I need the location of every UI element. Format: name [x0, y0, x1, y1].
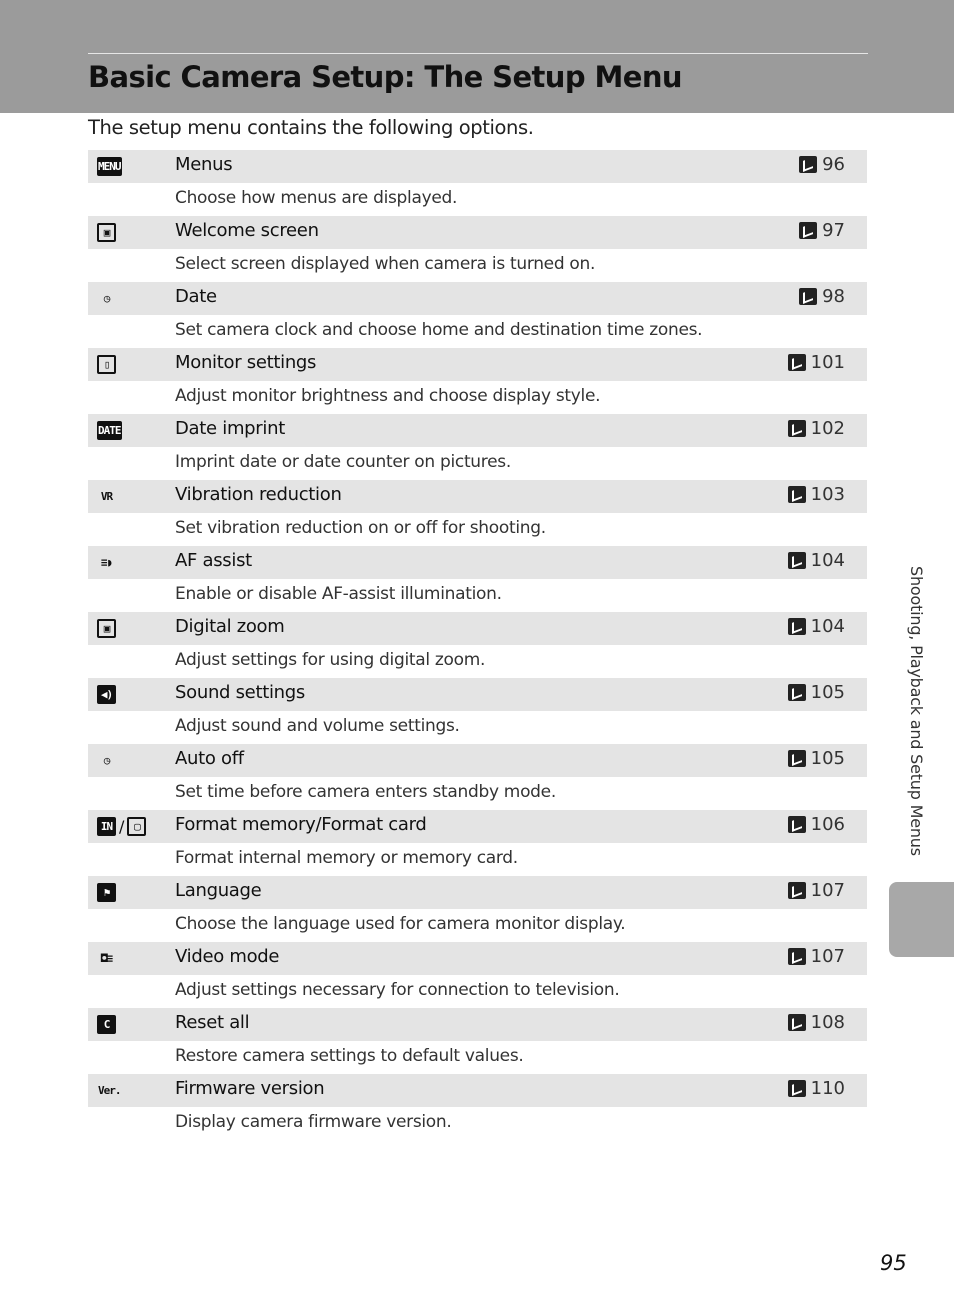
- page-reference-icon: [788, 618, 806, 635]
- option-row: [88, 678, 867, 711]
- icon-glyph: ⚑: [97, 883, 116, 902]
- option-description-row: [88, 777, 867, 810]
- option-row: [88, 744, 867, 777]
- option-name: Firmware version: [175, 1078, 325, 1099]
- option-description: Adjust settings for using digital zoom.: [175, 650, 486, 670]
- page-reference-number: 102: [810, 418, 845, 439]
- page-reference: [788, 682, 845, 703]
- memory-card-icon: [97, 816, 146, 836]
- icon-glyph: ▯: [97, 355, 116, 374]
- page-number: 95: [880, 1251, 907, 1275]
- page-reference: [788, 814, 845, 835]
- icon-separator: /: [119, 816, 125, 836]
- page-reference-number: 101: [810, 352, 845, 373]
- page-reference-icon: [788, 684, 806, 701]
- icon-glyph: ◷: [103, 291, 110, 305]
- option-description: Format internal memory or memory card.: [175, 848, 518, 868]
- page-reference-number: 110: [810, 1078, 845, 1099]
- icon-glyph: ◀): [97, 685, 116, 704]
- page-reference: [788, 1012, 845, 1033]
- page-reference-icon: [788, 1080, 806, 1097]
- page-reference: [788, 1078, 845, 1099]
- option-name: Monitor settings: [175, 352, 317, 373]
- speaker-icon: [97, 684, 117, 704]
- option-name: Date imprint: [175, 418, 285, 439]
- icon-glyph: DATE: [97, 421, 122, 440]
- page-reference-icon: [788, 1014, 806, 1031]
- option-description-row: [88, 975, 867, 1008]
- option-description: Imprint date or date counter on pictures.: [175, 452, 511, 472]
- monitor-icon: [97, 354, 117, 374]
- page-reference-number: 108: [810, 1012, 845, 1033]
- page-reference-icon: [788, 882, 806, 899]
- option-name: Vibration reduction: [175, 484, 342, 505]
- option-description-row: [88, 909, 867, 942]
- option-row: [88, 876, 867, 909]
- page-reference-number: 96: [822, 154, 845, 175]
- page-reference-number: 107: [810, 946, 845, 967]
- firmware-version-icon: [97, 1080, 122, 1100]
- page-reference-number: 97: [822, 220, 845, 241]
- page-reference-number: 98: [822, 286, 845, 307]
- page-reference-icon: [788, 420, 806, 437]
- option-row: [88, 480, 867, 513]
- page-reference-number: 107: [810, 880, 845, 901]
- option-description-row: [88, 447, 867, 480]
- page-reference-icon: [788, 486, 806, 503]
- af-assist-icon: [97, 552, 117, 572]
- intro-text: The setup menu contains the following options.: [88, 116, 534, 139]
- page-reference-icon: [788, 354, 806, 371]
- option-description-row: [88, 843, 867, 876]
- page-reference-number: 106: [810, 814, 845, 835]
- page-reference: [788, 484, 845, 505]
- option-description: Set vibration reduction on or off for shooting.: [175, 518, 546, 538]
- option-description: Choose how menus are displayed.: [175, 188, 458, 208]
- page-reference: [788, 946, 845, 967]
- option-description-row: [88, 249, 867, 282]
- option-row: [88, 414, 867, 447]
- option-description-row: [88, 513, 867, 546]
- page-reference-icon: [799, 222, 817, 239]
- page-reference: [788, 550, 845, 571]
- option-name: AF assist: [175, 550, 252, 571]
- option-description-row: [88, 315, 867, 348]
- page-reference: [788, 748, 845, 769]
- option-description: Adjust monitor brightness and choose display style.: [175, 386, 601, 406]
- option-row: [88, 546, 867, 579]
- option-description: Set camera clock and choose home and destination time zones.: [175, 320, 703, 340]
- page-reference-icon: [799, 288, 817, 305]
- page-reference-icon: [799, 156, 817, 173]
- page-reference: [799, 154, 845, 175]
- option-description-row: [88, 579, 867, 612]
- option-description-row: [88, 381, 867, 414]
- icon-glyph: ▣: [97, 223, 116, 242]
- page-reference: [799, 220, 845, 241]
- icon-glyph: ▣: [97, 619, 116, 638]
- option-name: Reset all: [175, 1012, 250, 1033]
- clock-icon: [97, 288, 117, 308]
- date-imprint-icon: [97, 420, 122, 440]
- option-row: [88, 282, 867, 315]
- option-name: Date: [175, 286, 217, 307]
- page-reference: [788, 352, 845, 373]
- option-row: [88, 216, 867, 249]
- reset-icon: [97, 1014, 117, 1034]
- page-reference: [788, 418, 845, 439]
- option-description: Adjust settings necessary for connection to television.: [175, 980, 620, 1000]
- icon-glyph: ≡◗: [100, 555, 113, 569]
- icon-glyph: C: [97, 1015, 116, 1034]
- video-mode-icon: [97, 948, 117, 968]
- option-description-row: [88, 711, 867, 744]
- language-icon: [97, 882, 117, 902]
- page-reference-icon: [788, 552, 806, 569]
- header-rule: [88, 53, 868, 54]
- page-reference-number: 103: [810, 484, 845, 505]
- digital-zoom-icon: [97, 618, 117, 638]
- option-row: [88, 348, 867, 381]
- option-name: Menus: [175, 154, 233, 175]
- option-description: Adjust sound and volume settings.: [175, 716, 460, 736]
- side-section-tab: [889, 882, 954, 957]
- page-reference: [799, 286, 845, 307]
- page-reference-number: 104: [810, 550, 845, 571]
- option-row: [88, 1008, 867, 1041]
- option-row: [88, 150, 867, 183]
- icon-glyph: MENU: [97, 157, 122, 176]
- option-description: Choose the language used for camera monitor display.: [175, 914, 626, 934]
- vibration-reduction-icon: [97, 486, 117, 506]
- icon-glyph: VR: [100, 489, 113, 503]
- page-reference-number: 104: [810, 616, 845, 637]
- option-name: Auto off: [175, 748, 244, 769]
- page-reference-icon: [788, 948, 806, 965]
- option-row: [88, 612, 867, 645]
- icon-glyph: ◘≡: [100, 951, 113, 965]
- option-description-row: [88, 183, 867, 216]
- auto-off-icon: [97, 750, 117, 770]
- page-reference: [788, 880, 845, 901]
- option-description: Set time before camera enters standby mode.: [175, 782, 556, 802]
- option-description: Restore camera settings to default values.: [175, 1046, 524, 1066]
- page-reference-number: 105: [810, 748, 845, 769]
- option-row: [88, 1074, 867, 1107]
- page-reference: [788, 616, 845, 637]
- page-reference-icon: [788, 816, 806, 833]
- option-name: Digital zoom: [175, 616, 285, 637]
- option-description: Display camera firmware version.: [175, 1112, 452, 1132]
- option-row: [88, 942, 867, 975]
- option-name: Video mode: [175, 946, 280, 967]
- icon-glyph: ▢: [127, 817, 146, 836]
- option-description-row: [88, 1041, 867, 1074]
- icon-glyph: ◷: [103, 753, 110, 767]
- option-name: Format memory/Format card: [175, 814, 427, 835]
- option-name: Welcome screen: [175, 220, 319, 241]
- welcome-screen-icon: [97, 222, 117, 242]
- page-title: Basic Camera Setup: The Setup Menu: [88, 60, 682, 94]
- option-description-row: [88, 1107, 867, 1140]
- option-description-row: [88, 645, 867, 678]
- page-reference-number: 105: [810, 682, 845, 703]
- option-description: Enable or disable AF-assist illumination.: [175, 584, 502, 604]
- menu-icon: [97, 156, 122, 176]
- option-name: Language: [175, 880, 262, 901]
- option-row: [88, 810, 867, 843]
- side-section-label: Shooting, Playback and Setup Menus: [907, 566, 926, 856]
- page-header: [0, 0, 954, 113]
- icon-glyph: Ver.: [98, 1083, 121, 1097]
- option-description: Select screen displayed when camera is turned on.: [175, 254, 596, 274]
- option-name: Sound settings: [175, 682, 305, 703]
- page-reference-icon: [788, 750, 806, 767]
- setup-options-table: [88, 150, 867, 1140]
- icon-glyph: IN: [97, 817, 116, 836]
